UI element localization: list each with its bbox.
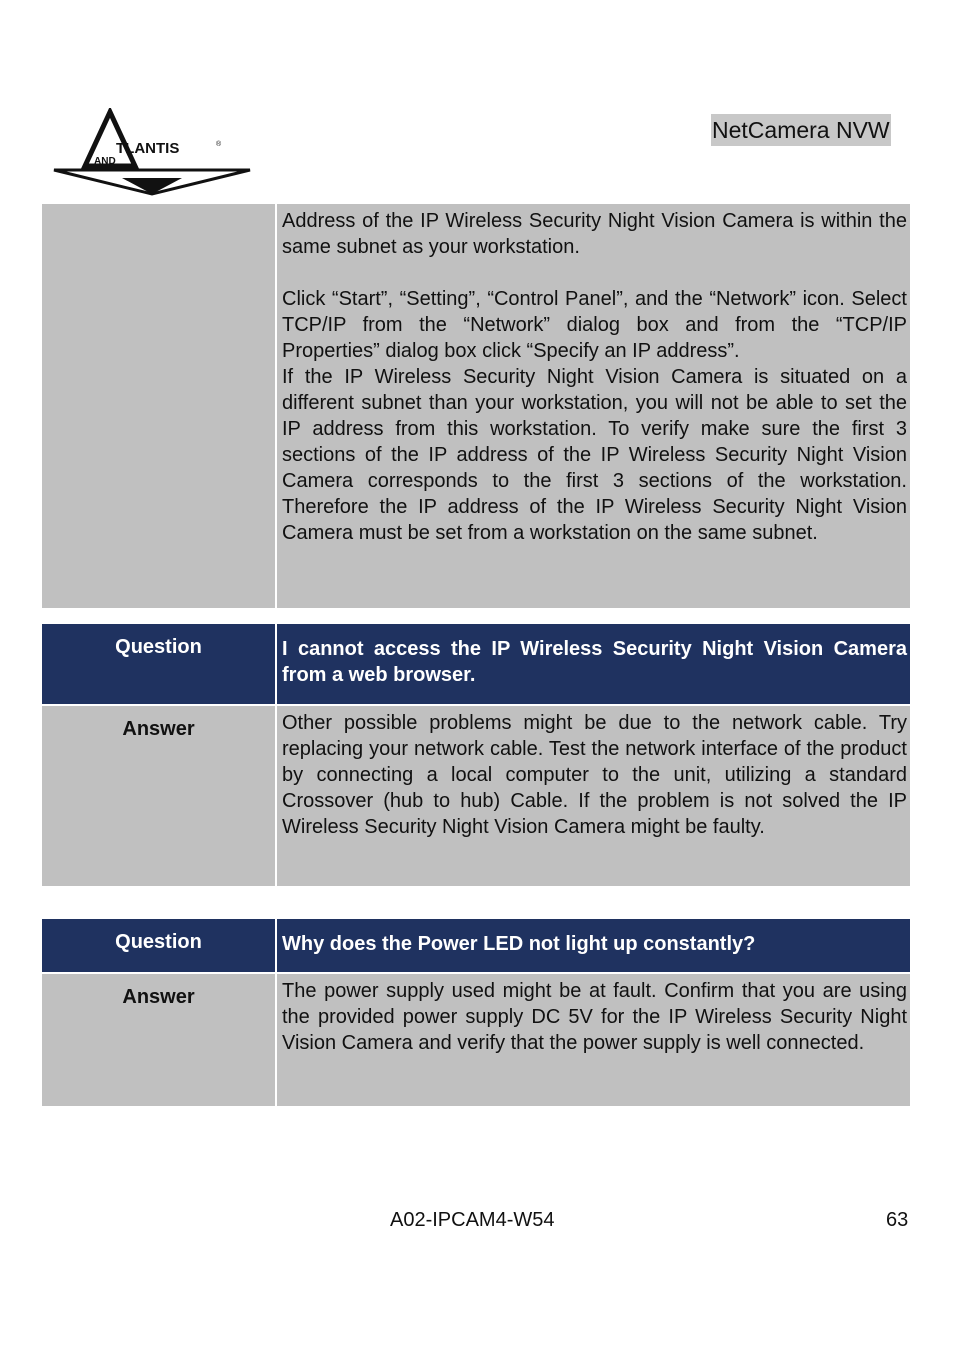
product-title: NetCamera NVW <box>711 114 891 146</box>
answer-paragraph: Address of the IP Wireless Security Night Vision Camera is within the same subnet as your workstation. <box>282 210 907 258</box>
footer-model-code: A02-IPCAM4-W54 <box>390 1209 555 1231</box>
logo-text: TLANTIS <box>116 140 180 157</box>
svg-text:®: ® <box>216 141 222 148</box>
answer-row <box>42 974 910 1106</box>
answer-text: Other possible problems might be due to the network cable. Try replacing your network cable. Test the network interface of the product by connecting a local computer to the unit, utilizing a standard Crossover (hub to hub) Cable. If the problem is not solved the IP Wireless Security Night Vision Camera might be faulty. <box>276 706 910 886</box>
answer-text: The power supply used might be at fault. Confirm that you are using the provided power supply DC 5V for the IP Wireless Security Night Vision Camera and verify that the power supply is well connected. <box>276 974 910 1106</box>
atlantis-logo <box>52 108 252 200</box>
answer-text <box>276 204 910 608</box>
faq-block-1 <box>42 204 910 608</box>
answer-label: Answer <box>42 706 276 886</box>
answer-label-cell <box>42 204 276 608</box>
answer-row <box>42 706 910 886</box>
page-number: 63 <box>886 1209 909 1231</box>
answer-paragraph: Click “Start”, “Setting”, “Control Panel”, and the “Network” icon. Select TCP/IP from the “Network” dialog box and from the “TCP/IP Properties” dialog box click “Specify an IP address”. <box>282 288 907 362</box>
answer-row <box>42 204 910 608</box>
logo-subtext: AND <box>94 156 116 167</box>
question-row <box>42 919 910 972</box>
question-text: Why does the Power LED not light up constantly? <box>276 919 910 972</box>
faq-block-3 <box>42 919 910 1106</box>
question-label: Question <box>42 919 276 972</box>
question-text: I cannot access the IP Wireless Security Night Vision Camera from a web browser. <box>276 624 910 704</box>
question-label: Question <box>42 624 276 704</box>
faq-block-2 <box>42 624 910 886</box>
answer-label: Answer <box>42 974 276 1106</box>
answer-paragraph: If the IP Wireless Security Night Vision Camera is situated on a different subnet than your workstation, you will not be able to set the IP address from this workstation. To verify make sure the first 3 sections of the IP address of the IP Wireless Security Night Vision Camera corresponds to the first 3 sections of the workstation. Therefore the IP address of the IP Wireless Security Night Vision Camera must be set from a workstation on the same subnet. <box>282 366 907 544</box>
question-row <box>42 624 910 704</box>
